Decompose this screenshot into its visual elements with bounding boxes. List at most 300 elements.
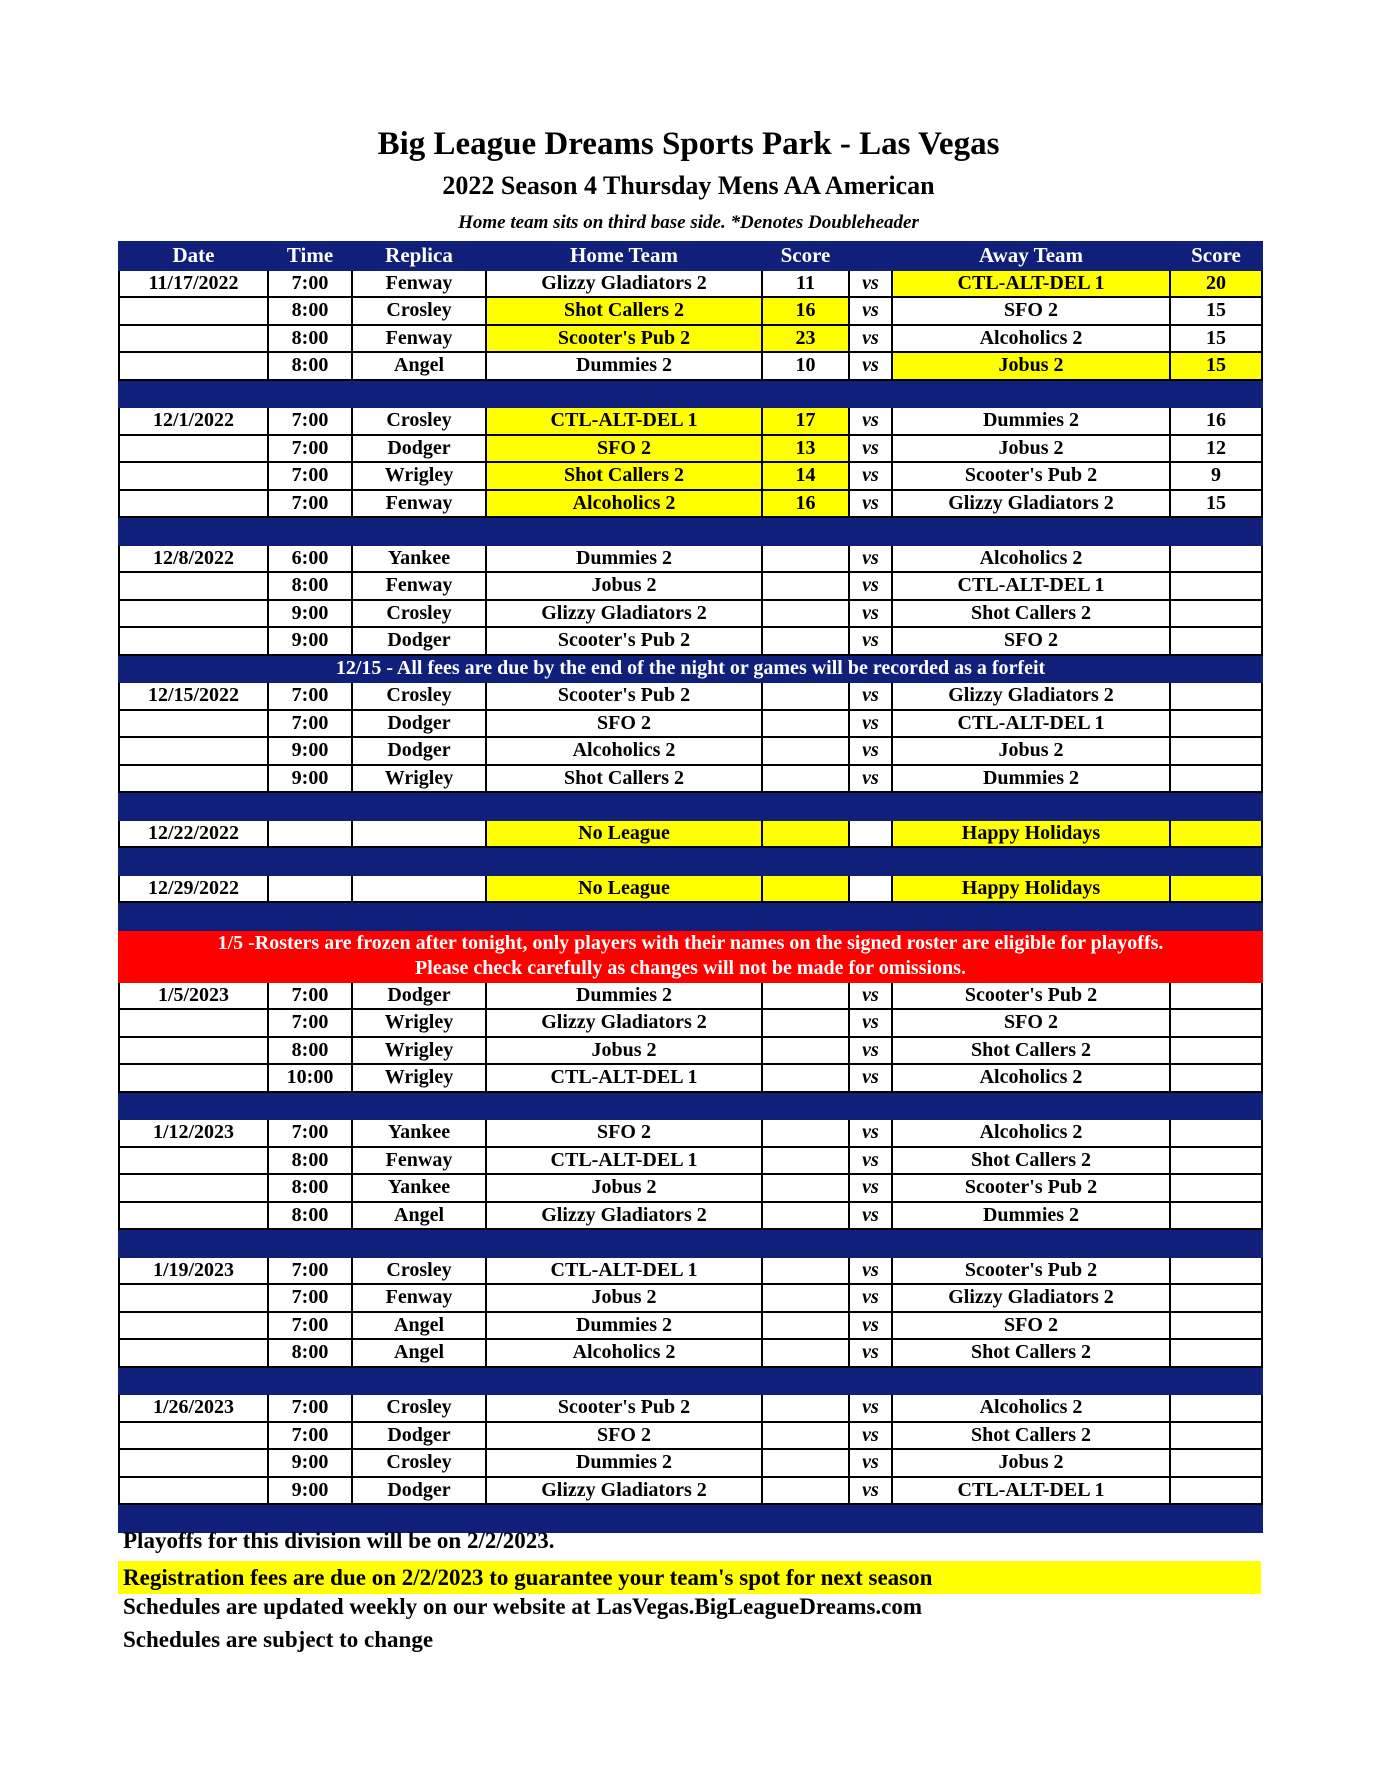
away-score-cell: [1170, 1394, 1262, 1422]
separator-row: [119, 1367, 1262, 1395]
home-score-cell: [762, 1477, 849, 1505]
home-team-cell: Alcoholics 2: [486, 1339, 762, 1367]
away-team-cell: Jobus 2: [892, 435, 1170, 463]
date-cell: [119, 1339, 268, 1367]
replica-cell: Fenway: [352, 572, 486, 600]
home-score-cell: 14: [762, 462, 849, 490]
away-team-cell: Alcoholics 2: [892, 325, 1170, 353]
vs-cell: vs: [849, 1284, 892, 1312]
home-score-cell: [762, 1037, 849, 1065]
footer-website: Schedules are updated weekly on our website at LasVegas.BigLeagueDreams.com: [123, 1594, 923, 1619]
vs-cell: vs: [849, 1064, 892, 1092]
vs-cell: vs: [849, 325, 892, 353]
home-score-cell: [762, 545, 849, 573]
separator-cell: [892, 1229, 1170, 1257]
separator-cell: [892, 517, 1170, 545]
separator-cell: [119, 847, 268, 875]
home-score-cell: [762, 572, 849, 600]
home-team-cell: CTL-ALT-DEL 1: [486, 407, 762, 435]
date-cell: 1/26/2023: [119, 1394, 268, 1422]
home-team-cell: Jobus 2: [486, 572, 762, 600]
home-team-cell: Jobus 2: [486, 1174, 762, 1202]
home-team-cell: SFO 2: [486, 435, 762, 463]
date-cell: 12/22/2022: [119, 820, 268, 848]
separator-cell: [486, 792, 762, 820]
game-row: [119, 1202, 1262, 1230]
vs-cell: vs: [849, 435, 892, 463]
home-score-cell: [762, 1449, 849, 1477]
date-cell: [119, 1064, 268, 1092]
away-team-cell: SFO 2: [892, 627, 1170, 655]
vs-cell: vs: [849, 545, 892, 573]
home-score-cell: [762, 682, 849, 710]
vs-cell: vs: [849, 270, 892, 298]
separator-cell: [849, 847, 892, 875]
away-score-cell: [1170, 572, 1262, 600]
schedule-table: [118, 241, 1263, 1533]
game-row: [119, 600, 1262, 628]
away-score-cell: 15: [1170, 325, 1262, 353]
replica-cell: Fenway: [352, 1147, 486, 1175]
away-team-cell: CTL-ALT-DEL 1: [892, 270, 1170, 298]
away-team-cell: SFO 2: [892, 297, 1170, 325]
separator-row: [119, 902, 1262, 930]
home-team-cell: Scooter's Pub 2: [486, 325, 762, 353]
separator-cell: [849, 380, 892, 408]
separator-cell: [352, 902, 486, 930]
time-cell: 7:00: [268, 682, 352, 710]
home-team-cell: SFO 2: [486, 710, 762, 738]
date-cell: [119, 737, 268, 765]
vs-cell: vs: [849, 1477, 892, 1505]
separator-cell: [268, 902, 352, 930]
away-score-cell: 12: [1170, 435, 1262, 463]
separator-row: [119, 792, 1262, 820]
time-cell: [268, 820, 352, 848]
date-cell: 12/1/2022: [119, 407, 268, 435]
replica-cell: Yankee: [352, 545, 486, 573]
game-row: [119, 462, 1262, 490]
separator-cell: [1170, 1229, 1262, 1257]
separator-cell: [762, 847, 849, 875]
date-cell: [119, 462, 268, 490]
vs-cell: vs: [849, 765, 892, 793]
away-team-cell: Shot Callers 2: [892, 1339, 1170, 1367]
replica-cell: Dodger: [352, 1477, 486, 1505]
home-team-cell: Alcoholics 2: [486, 737, 762, 765]
away-score-cell: [1170, 1174, 1262, 1202]
time-cell: 7:00: [268, 490, 352, 518]
game-row: [119, 407, 1262, 435]
away-team-cell: Jobus 2: [892, 1449, 1170, 1477]
alert-line-2: Please check carefully as changes will not be made for omissions.: [415, 956, 966, 979]
home-score-cell: 16: [762, 297, 849, 325]
separator-cell: [119, 792, 268, 820]
date-cell: [119, 1202, 268, 1230]
away-team-cell: Jobus 2: [892, 352, 1170, 380]
separator-cell: [1170, 1504, 1262, 1532]
separator-cell: [892, 1504, 1170, 1532]
home-team-cell: Glizzy Gladiators 2: [486, 600, 762, 628]
separator-cell: [762, 902, 849, 930]
time-cell: [268, 875, 352, 903]
page-subtitle: 2022 Season 4 Thursday Mens AA American: [442, 171, 935, 200]
game-row: [119, 572, 1262, 600]
home-score-cell: [762, 1312, 849, 1340]
home-score-cell: [762, 875, 849, 903]
vs-cell: vs: [849, 1009, 892, 1037]
time-cell: 7:00: [268, 1284, 352, 1312]
date-cell: [119, 352, 268, 380]
separator-cell: [762, 792, 849, 820]
col-header-away-team: Away Team: [892, 242, 1170, 270]
home-team-cell: Scooter's Pub 2: [486, 1394, 762, 1422]
separator-cell: [849, 1504, 892, 1532]
replica-cell: Wrigley: [352, 1064, 486, 1092]
replica-cell: Dodger: [352, 627, 486, 655]
away-team-cell: Scooter's Pub 2: [892, 462, 1170, 490]
off-week-row: [119, 820, 1262, 848]
separator-cell: [352, 1229, 486, 1257]
separator-cell: [849, 1092, 892, 1120]
home-team-cell: Dummies 2: [486, 1312, 762, 1340]
notice-text: 12/15 - All fees are due by the end of the night or games will be recorded as a forfeit: [119, 655, 1262, 683]
home-score-cell: [762, 627, 849, 655]
vs-cell: vs: [849, 1312, 892, 1340]
separator-cell: [892, 380, 1170, 408]
game-row: [119, 1257, 1262, 1285]
vs-cell: vs: [849, 352, 892, 380]
home-team-cell: Alcoholics 2: [486, 490, 762, 518]
time-cell: 7:00: [268, 1119, 352, 1147]
home-team-cell: Scooter's Pub 2: [486, 682, 762, 710]
away-team-cell: CTL-ALT-DEL 1: [892, 1477, 1170, 1505]
footer-registration: Registration fees are due on 2/2/2023 to guarantee your team's spot for next season: [118, 1561, 1261, 1594]
separator-cell: [352, 517, 486, 545]
home-score-cell: 10: [762, 352, 849, 380]
header-note: Home team sits on third base side. *Denotes Doubleheader: [458, 212, 919, 233]
away-team-cell: Dummies 2: [892, 1202, 1170, 1230]
home-score-cell: [762, 1394, 849, 1422]
away-score-cell: [1170, 710, 1262, 738]
time-cell: 7:00: [268, 270, 352, 298]
vs-cell: vs: [849, 1394, 892, 1422]
separator-cell: [892, 792, 1170, 820]
away-team-cell: CTL-ALT-DEL 1: [892, 572, 1170, 600]
separator-cell: [486, 1229, 762, 1257]
replica-cell: Dodger: [352, 1422, 486, 1450]
time-cell: 8:00: [268, 1037, 352, 1065]
date-cell: [119, 325, 268, 353]
date-cell: [119, 1147, 268, 1175]
home-team-cell: Dummies 2: [486, 982, 762, 1010]
away-score-cell: [1170, 1147, 1262, 1175]
away-team-cell: Alcoholics 2: [892, 1064, 1170, 1092]
separator-cell: [352, 1367, 486, 1395]
time-cell: 7:00: [268, 1422, 352, 1450]
separator-cell: [486, 1367, 762, 1395]
vs-cell: vs: [849, 1449, 892, 1477]
game-row: [119, 982, 1262, 1010]
separator-cell: [268, 847, 352, 875]
home-team-cell: Glizzy Gladiators 2: [486, 1477, 762, 1505]
time-cell: 9:00: [268, 737, 352, 765]
away-score-cell: [1170, 1284, 1262, 1312]
home-score-cell: [762, 820, 849, 848]
time-cell: 7:00: [268, 1312, 352, 1340]
page-title: Big League Dreams Sports Park - Las Vegas: [377, 126, 1000, 162]
separator-cell: [762, 1092, 849, 1120]
away-team-cell: SFO 2: [892, 1009, 1170, 1037]
away-team-cell: Alcoholics 2: [892, 1394, 1170, 1422]
date-cell: 11/17/2022: [119, 270, 268, 298]
home-score-cell: [762, 1009, 849, 1037]
time-cell: 8:00: [268, 297, 352, 325]
separator-cell: [268, 792, 352, 820]
time-cell: 7:00: [268, 1257, 352, 1285]
schedule-body: [119, 270, 1262, 1532]
date-cell: [119, 1037, 268, 1065]
away-score-cell: 15: [1170, 352, 1262, 380]
separator-cell: [119, 380, 268, 408]
replica-cell: Fenway: [352, 325, 486, 353]
time-cell: 9:00: [268, 627, 352, 655]
time-cell: 7:00: [268, 407, 352, 435]
separator-cell: [1170, 902, 1262, 930]
separator-cell: [486, 380, 762, 408]
home-score-cell: [762, 737, 849, 765]
home-team-cell: Scooter's Pub 2: [486, 627, 762, 655]
col-header-date: Date: [119, 242, 268, 270]
home-team-cell: Shot Callers 2: [486, 462, 762, 490]
game-row: [119, 1147, 1262, 1175]
away-team-cell: Dummies 2: [892, 765, 1170, 793]
vs-cell: [849, 875, 892, 903]
vs-cell: vs: [849, 407, 892, 435]
date-cell: 12/29/2022: [119, 875, 268, 903]
away-score-cell: [1170, 1257, 1262, 1285]
away-score-cell: [1170, 1064, 1262, 1092]
replica-cell: Dodger: [352, 982, 486, 1010]
game-row: [119, 297, 1262, 325]
vs-cell: vs: [849, 1339, 892, 1367]
away-score-cell: [1170, 1339, 1262, 1367]
date-cell: [119, 1312, 268, 1340]
replica-cell: Dodger: [352, 710, 486, 738]
time-cell: 10:00: [268, 1064, 352, 1092]
away-score-cell: [1170, 1009, 1262, 1037]
away-score-cell: [1170, 765, 1262, 793]
game-row: [119, 1064, 1262, 1092]
alert-cell: [119, 930, 1262, 982]
home-team-cell: Shot Callers 2: [486, 297, 762, 325]
replica-cell: Crosley: [352, 1449, 486, 1477]
home-team-cell: Glizzy Gladiators 2: [486, 1202, 762, 1230]
separator-cell: [849, 792, 892, 820]
vs-cell: vs: [849, 1119, 892, 1147]
date-cell: [119, 435, 268, 463]
away-team-cell: Shot Callers 2: [892, 1147, 1170, 1175]
separator-cell: [268, 517, 352, 545]
separator-cell: [892, 1367, 1170, 1395]
date-cell: 1/19/2023: [119, 1257, 268, 1285]
separator-cell: [1170, 847, 1262, 875]
separator-cell: [1170, 792, 1262, 820]
separator-cell: [892, 902, 1170, 930]
game-row: [119, 1174, 1262, 1202]
home-score-cell: [762, 710, 849, 738]
separator-cell: [119, 902, 268, 930]
away-team-cell: Dummies 2: [892, 407, 1170, 435]
vs-cell: vs: [849, 1147, 892, 1175]
date-cell: [119, 1422, 268, 1450]
footer-change-note: Schedules are subject to change: [123, 1627, 434, 1652]
away-score-cell: [1170, 737, 1262, 765]
separator-cell: [486, 902, 762, 930]
time-cell: 8:00: [268, 1147, 352, 1175]
home-team-cell: Dummies 2: [486, 1449, 762, 1477]
away-team-cell: Glizzy Gladiators 2: [892, 1284, 1170, 1312]
date-cell: 1/12/2023: [119, 1119, 268, 1147]
game-row: [119, 1422, 1262, 1450]
away-score-cell: 9: [1170, 462, 1262, 490]
home-score-cell: 17: [762, 407, 849, 435]
replica-cell: Crosley: [352, 297, 486, 325]
game-row: [119, 1009, 1262, 1037]
replica-cell: Fenway: [352, 490, 486, 518]
separator-cell: [268, 1092, 352, 1120]
time-cell: 7:00: [268, 710, 352, 738]
home-team-cell: Glizzy Gladiators 2: [486, 1009, 762, 1037]
replica-cell: Wrigley: [352, 1037, 486, 1065]
replica-cell: Dodger: [352, 435, 486, 463]
away-team-cell: CTL-ALT-DEL 1: [892, 710, 1170, 738]
date-cell: [119, 1284, 268, 1312]
date-cell: [119, 490, 268, 518]
table-header-row: [119, 242, 1262, 270]
home-score-cell: 23: [762, 325, 849, 353]
home-score-cell: [762, 1119, 849, 1147]
game-row: [119, 490, 1262, 518]
separator-cell: [762, 1504, 849, 1532]
away-score-cell: 15: [1170, 297, 1262, 325]
vs-cell: vs: [849, 1257, 892, 1285]
separator-cell: [268, 380, 352, 408]
game-row: [119, 627, 1262, 655]
away-team-cell: Scooter's Pub 2: [892, 1174, 1170, 1202]
date-cell: [119, 765, 268, 793]
separator-cell: [352, 1092, 486, 1120]
time-cell: 9:00: [268, 765, 352, 793]
replica-cell: Wrigley: [352, 1009, 486, 1037]
separator-row: [119, 1229, 1262, 1257]
replica-cell: Angel: [352, 1339, 486, 1367]
separator-cell: [268, 1229, 352, 1257]
separator-row: [119, 517, 1262, 545]
away-team-cell: SFO 2: [892, 1312, 1170, 1340]
home-score-cell: [762, 600, 849, 628]
holiday-cell: Happy Holidays: [892, 875, 1170, 903]
home-team-cell: Glizzy Gladiators 2: [486, 270, 762, 298]
replica-cell: [352, 820, 486, 848]
vs-cell: vs: [849, 1422, 892, 1450]
home-score-cell: [762, 1284, 849, 1312]
game-row: [119, 352, 1262, 380]
home-score-cell: [762, 1147, 849, 1175]
separator-cell: [268, 1367, 352, 1395]
separator-cell: [892, 847, 1170, 875]
game-row: [119, 765, 1262, 793]
game-row: [119, 1119, 1262, 1147]
home-team-cell: Jobus 2: [486, 1037, 762, 1065]
date-cell: 12/8/2022: [119, 545, 268, 573]
game-row: [119, 435, 1262, 463]
game-row: [119, 1312, 1262, 1340]
replica-cell: Angel: [352, 352, 486, 380]
replica-cell: Wrigley: [352, 462, 486, 490]
game-row: [119, 737, 1262, 765]
separator-cell: [849, 1229, 892, 1257]
vs-cell: vs: [849, 1037, 892, 1065]
vs-cell: vs: [849, 682, 892, 710]
date-cell: [119, 1009, 268, 1037]
home-score-cell: 11: [762, 270, 849, 298]
time-cell: 8:00: [268, 325, 352, 353]
date-cell: [119, 297, 268, 325]
away-team-cell: Scooter's Pub 2: [892, 982, 1170, 1010]
game-row: [119, 682, 1262, 710]
replica-cell: [352, 875, 486, 903]
vs-cell: vs: [849, 572, 892, 600]
holiday-cell: Happy Holidays: [892, 820, 1170, 848]
game-row: [119, 325, 1262, 353]
home-team-cell: Dummies 2: [486, 545, 762, 573]
game-row: [119, 1394, 1262, 1422]
replica-cell: Fenway: [352, 270, 486, 298]
separator-cell: [119, 517, 268, 545]
away-team-cell: Glizzy Gladiators 2: [892, 490, 1170, 518]
vs-cell: vs: [849, 627, 892, 655]
replica-cell: Crosley: [352, 1257, 486, 1285]
home-score-cell: [762, 982, 849, 1010]
time-cell: 7:00: [268, 982, 352, 1010]
separator-cell: [1170, 517, 1262, 545]
away-score-cell: 16: [1170, 407, 1262, 435]
date-cell: [119, 710, 268, 738]
date-cell: [119, 627, 268, 655]
separator-cell: [1170, 1367, 1262, 1395]
away-score-cell: [1170, 627, 1262, 655]
away-score-cell: [1170, 1449, 1262, 1477]
home-score-cell: 13: [762, 435, 849, 463]
game-row: [119, 1449, 1262, 1477]
separator-cell: [849, 1367, 892, 1395]
game-row: [119, 1477, 1262, 1505]
home-team-cell: CTL-ALT-DEL 1: [486, 1147, 762, 1175]
no-league-cell: No League: [486, 820, 762, 848]
away-team-cell: Shot Callers 2: [892, 1422, 1170, 1450]
time-cell: 8:00: [268, 1339, 352, 1367]
separator-cell: [486, 847, 762, 875]
separator-cell: [352, 792, 486, 820]
date-cell: 1/5/2023: [119, 982, 268, 1010]
separator-cell: [892, 1092, 1170, 1120]
game-row: [119, 710, 1262, 738]
time-cell: 6:00: [268, 545, 352, 573]
vs-cell: vs: [849, 297, 892, 325]
away-score-cell: [1170, 820, 1262, 848]
replica-cell: Angel: [352, 1202, 486, 1230]
